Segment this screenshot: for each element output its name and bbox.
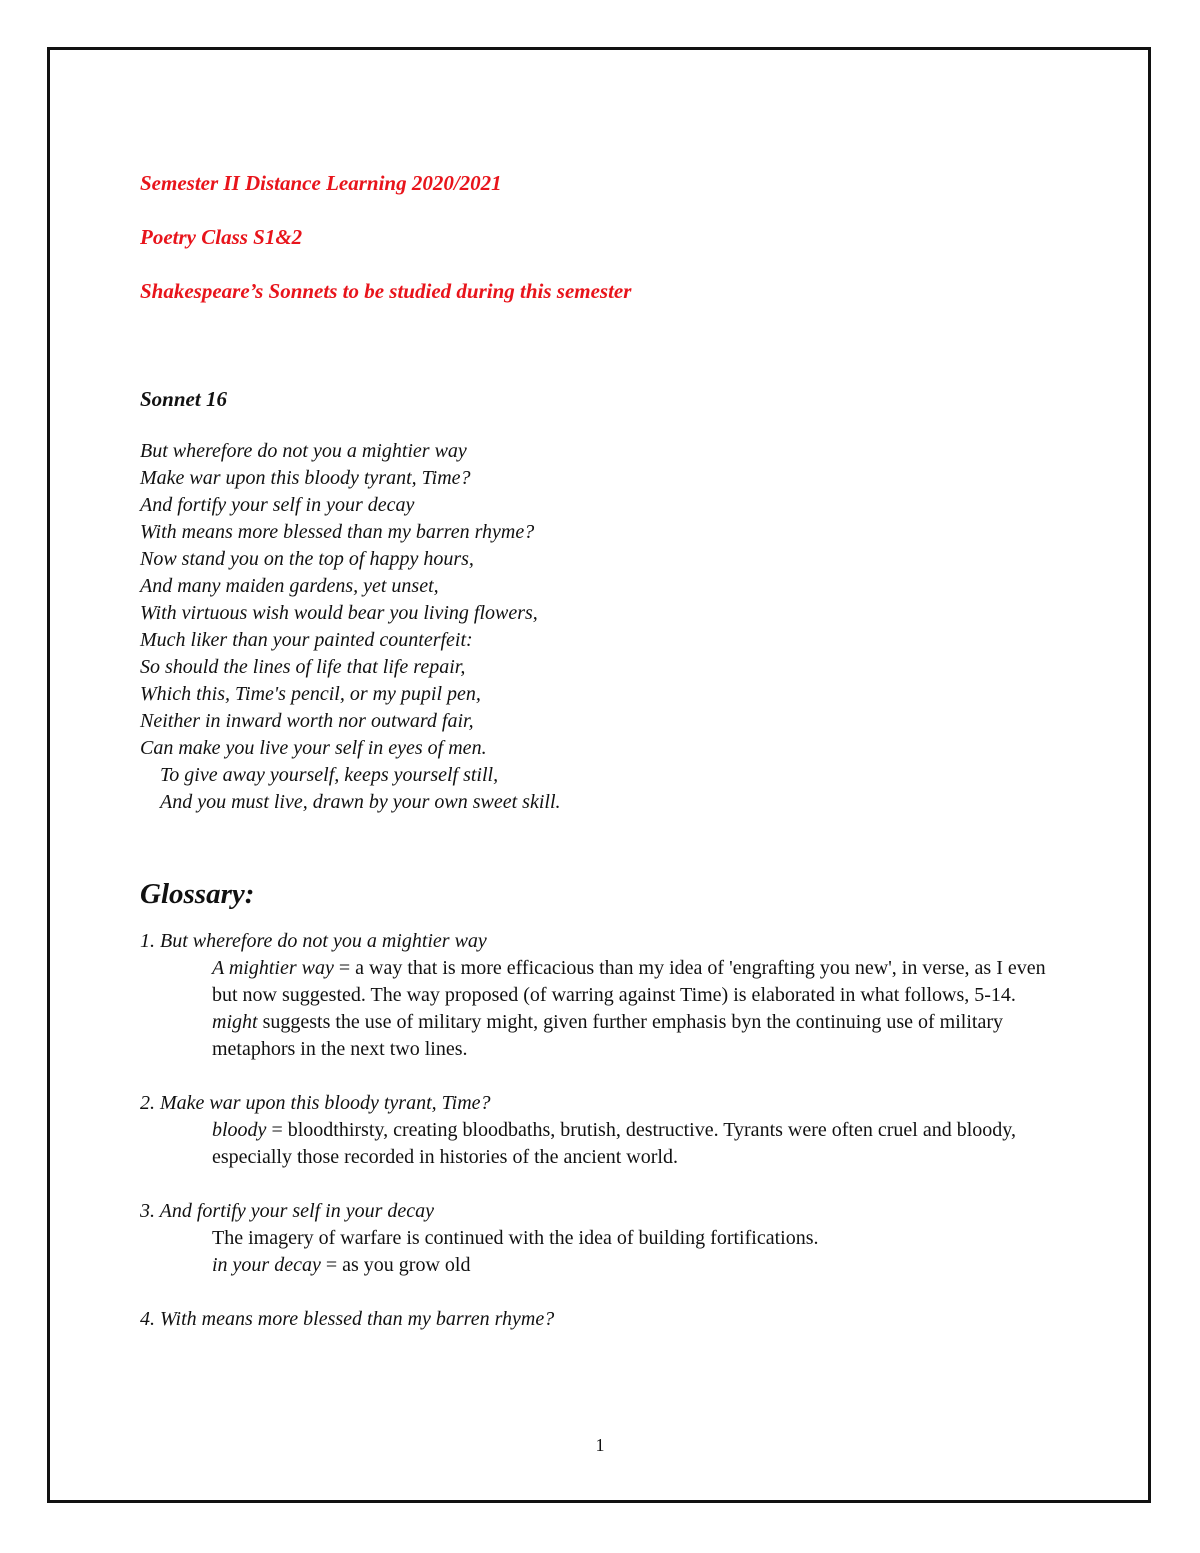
glossary-entry xyxy=(140,928,1060,1063)
sonnet-line: With virtuous wish would bear you living flowers, xyxy=(140,602,538,624)
glossary-entry-heading: 4. With means more blessed than my barren rhyme? xyxy=(140,1308,555,1330)
glossary-term: bloody xyxy=(212,1119,267,1141)
sonnet-line: With means more blessed than my barren rhyme? xyxy=(140,521,535,543)
glossary-note: The imagery of warfare is continued with the idea of building fortifications. xyxy=(212,1227,819,1249)
glossary-definition: = as you grow old xyxy=(320,1254,471,1276)
glossary-entry xyxy=(140,1198,1060,1279)
sonnet-line: And many maiden gardens, yet unset, xyxy=(140,575,439,597)
course-class-heading: Poetry Class S1&2 xyxy=(140,225,303,249)
glossary-definition: suggests the use of military might, given further emphasis byn the continuing use of military metaphors in the next two lines. xyxy=(212,1011,1003,1060)
sonnet-couplet-line: To give away yourself, keeps yourself still, xyxy=(160,764,499,786)
glossary-entry xyxy=(140,1306,1060,1333)
glossary-entry xyxy=(140,1090,1060,1171)
glossary-term: in your decay xyxy=(212,1254,321,1276)
glossary-entry-heading: 2. Make war upon this bloody tyrant, Time? xyxy=(140,1092,491,1114)
sonnet-line: And fortify your self in your decay xyxy=(140,494,415,516)
glossary-definition: = a way that is more efficacious than my idea of 'engrafting you new', in verse, as I even but now suggested. The way proposed (of warring against Time) is elaborated in what follows, 5-14. xyxy=(212,957,1046,1006)
page-number: 1 xyxy=(595,1435,605,1455)
glossary-entry-body xyxy=(140,1225,1060,1279)
glossary-entry-body xyxy=(140,1117,1060,1171)
glossary-entry-heading: 1. But wherefore do not you a mightier way xyxy=(140,930,487,952)
glossary-definition: = bloodthirsty, creating bloodbaths, brutish, destructive. Tyrants were often cruel and bloody, especially those recorded in histories of the ancient world. xyxy=(212,1119,1016,1168)
glossary-term: A mightier way xyxy=(212,957,334,979)
glossary-term: might xyxy=(212,1011,258,1033)
glossary-title: Glossary: xyxy=(140,878,255,910)
glossary-entry-heading: 3. And fortify your self in your decay xyxy=(140,1200,435,1222)
sonnet-line: Now stand you on the top of happy hours, xyxy=(140,548,474,570)
sonnet-line: Neither in inward worth nor outward fair, xyxy=(140,710,474,732)
sonnet-text xyxy=(140,438,1060,816)
sonnet-line: Can make you live your self in eyes of men. xyxy=(140,737,487,759)
sonnet-line: So should the lines of life that life repair, xyxy=(140,656,466,678)
course-topic-heading: Shakespeare’s Sonnets to be studied during this semester xyxy=(140,279,632,303)
glossary-entry-body xyxy=(140,955,1060,1063)
document-body xyxy=(140,168,1060,1360)
sonnet-title: Sonnet 16 xyxy=(140,387,227,411)
sonnet-line: Much liker than your painted counterfeit: xyxy=(140,629,473,651)
sonnet-couplet-line: And you must live, drawn by your own sweet skill. xyxy=(160,791,561,813)
course-semester-heading: Semester II Distance Learning 2020/2021 xyxy=(140,171,502,195)
sonnet-line: Make war upon this bloody tyrant, Time? xyxy=(140,467,471,489)
sonnet-line: But wherefore do not you a mightier way xyxy=(140,440,467,462)
sonnet-line: Which this, Time's pencil, or my pupil pen, xyxy=(140,683,481,705)
